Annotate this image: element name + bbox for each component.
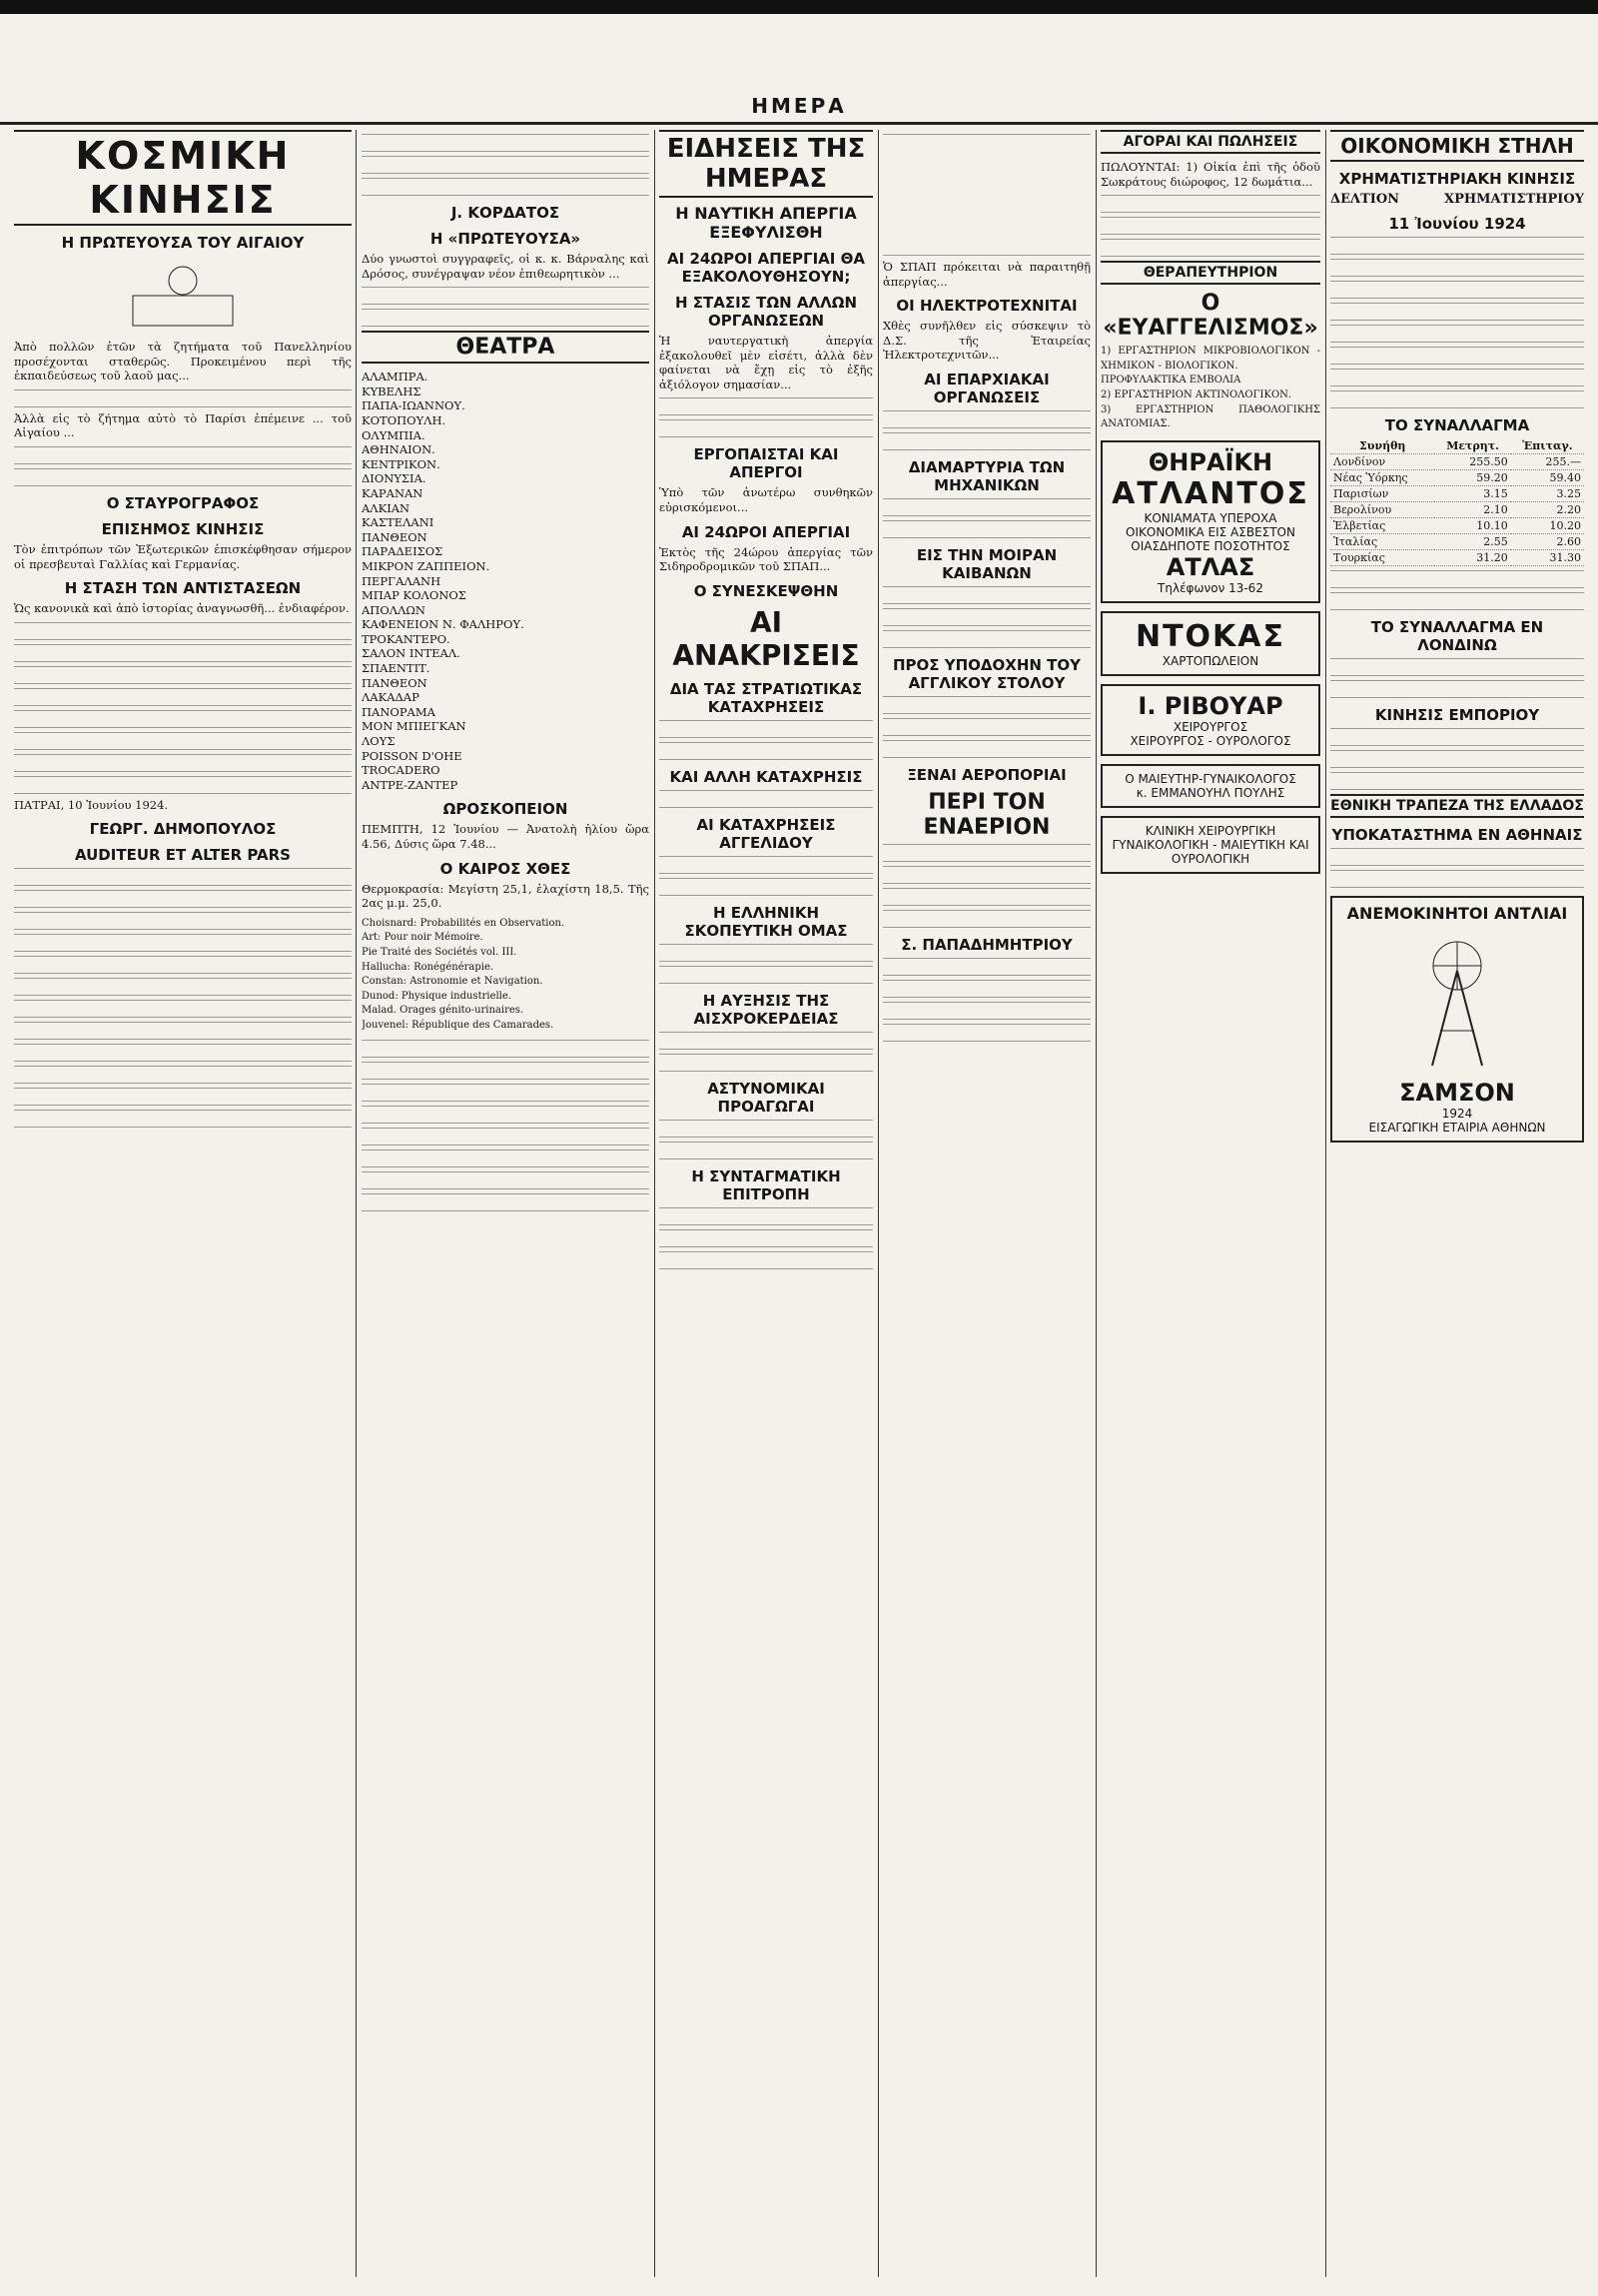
ad-title: ΣΑΜΣΟΝ xyxy=(1399,1079,1515,1107)
ad-text: κ. ΕΜΜΑΝΟΥΗΛ ΠΟΥΛΗΣ xyxy=(1136,785,1285,800)
theatre-item: ΚΑΦΕΝΕΙΟΝ Ν. ΦΑΛΗΡΟΥ. xyxy=(362,617,524,632)
article-heading: Η «ΠΡΩΤΕΥΟΥΣΑ» xyxy=(429,230,581,248)
table-header: Ἐπιταγ. xyxy=(1511,438,1584,454)
headline: ΑΙ ΑΝΑΚΡΙΣΕΙΣ xyxy=(672,605,860,672)
ad-year: 1924 xyxy=(1441,1107,1473,1121)
article-text: Θερμοκρασία: Μεγίστη 25,1, ἐλαχίστη 18,5. Τῆς 2ας μ.μ. 25,0. xyxy=(362,881,649,911)
signature: Σ. ΠΑΠΑΔΗΜΗΤΡΙΟΥ xyxy=(901,935,1073,954)
article-text: Ἡ ναυτεργατικὴ ἀπεργία ἐξακολουθεῖ μὲν εἰσέτι, ἀλλὰ δὲν φαίνεται νὰ ἔχῃ εἰς τὸ ἐξῆς ἀξιόλογον σημασίαν... xyxy=(659,334,873,391)
article-text: ΠΕΜΠΤΗ, 12 Ἰουνίου — Ἀνατολὴ ἡλίου ὥρα 4.56, Δύσις ὥρα 7.48... xyxy=(362,822,649,851)
advertisement-clinic xyxy=(1101,816,1320,874)
book-item: Dunod: Physique industrielle. xyxy=(362,990,511,1002)
column-divider xyxy=(1096,130,1097,2277)
advertisement-pumps xyxy=(1330,896,1584,1143)
section-title: ΟΙΚΟΝΟΜΙΚΗ ΣΤΗΛΗ xyxy=(1330,130,1584,162)
theatre-item: ΔΙΟΝΥΣΙΑ. xyxy=(362,471,426,486)
article-heading: Ο ΚΑΙΡΟΣ ΧΘΕΣ xyxy=(439,859,571,878)
book-item: Choisnard: Probabilités en Observation. xyxy=(362,917,565,929)
illustration-icon xyxy=(123,256,243,336)
table-row xyxy=(1330,534,1584,550)
cell-cheque: 2.60 xyxy=(1511,534,1584,550)
cell-city: Νέας Ὑόρκης xyxy=(1330,470,1434,486)
article-heading: ΩΡΟΣΚΟΠΕΙΟΝ xyxy=(442,800,568,819)
theatre-item: ΠΕΡΓΑΛΑΝΗ xyxy=(362,573,441,588)
article-text: Ὁ ΣΠΑΠ πρόκειται νὰ παραιτηθῇ ἀπεργίας... xyxy=(883,260,1091,289)
theatre-item: ΣΠΑΕΝΤΙΤ. xyxy=(362,661,430,676)
table-row xyxy=(1330,502,1584,518)
article-text: Ἀπὸ πολλῶν ἐτῶν τὰ ζητήματα τοῦ Πανελληνίου προσέχονται σταθερῶς. Προκειμένου περὶ τῆς ἐκπαιδεύσεως τοῦ λαοῦ μας... xyxy=(14,340,352,383)
signature: J. ΚΟΡΔΑΤΟΣ xyxy=(450,204,560,222)
ad-text: Ο ΜΑΙΕΥΤΗΡ-ΓΥΝΑΙΚΟΛΟΓΟΣ xyxy=(1125,771,1296,786)
article-heading: AUDITEUR ET ALTER PARS xyxy=(74,846,291,865)
article-text: Χθὲς συνῆλθεν εἰς σύσκεψιν τὸ Δ.Σ. τῆς Ἑταιρείας Ἠλεκτροτεχνιτῶν... xyxy=(883,319,1091,363)
article-heading: ΑΙ ΕΠΑΡΧΙΑΚΑΙ ΟΡΓΑΝΩΣΕΙΣ xyxy=(924,370,1050,406)
article-heading: ΚΙΝΗΣΙΣ ΕΜΠΟΡΙΟΥ xyxy=(1374,706,1540,724)
exchange-table xyxy=(1330,438,1584,566)
section-title: ΕΘΝΙΚΗ ΤΡΑΠΕΖΑ ΤΗΣ ΕΛΛΑΔΟΣ xyxy=(1330,794,1584,818)
ad-title: ΝΤΟΚΑΣ xyxy=(1135,618,1286,654)
ad-phone: Τηλέφωνον 13-62 xyxy=(1158,580,1263,595)
theatre-item: ΚΟΤΟΠΟΥΛΗ. xyxy=(362,412,446,427)
column-divider xyxy=(878,130,879,2277)
section-title: ΘΕΡΑΠΕΥΤΗΡΙΟΝ xyxy=(1101,261,1320,285)
theatre-item: ΠΑΠΑ-ΙΩΑΝΝΟΥ. xyxy=(362,398,465,413)
cell-cheque: 2.20 xyxy=(1511,502,1584,518)
ad-title: I. ΡΙΒΟΥΑΡ xyxy=(1138,691,1283,720)
date-line: ΠΑΤΡΑΙ, 10 Ἰουνίου 1924. xyxy=(14,797,169,812)
book-item: Pie Traité des Sociétés vol. III. xyxy=(362,946,517,958)
ad-text: ΟΙΚΟΝΟΜΙΚΑ ΕΙΣ ΑΣΒΕΣΤΟΝ xyxy=(1126,524,1295,539)
cell-cash: 2.10 xyxy=(1434,502,1510,518)
article-heading: ΑΙ 24ΩΡΟΙ ΑΠΕΡΓΙΑΙ xyxy=(681,522,851,541)
theatre-item: ΛΑΚΑΔΑΡ xyxy=(362,690,419,705)
theatre-item: ΠΑΝΘΕΟΝ xyxy=(362,675,427,690)
bulletin-left: ΔΕΛΤΙΟΝ xyxy=(1330,192,1400,207)
ad-title: ΑΤΛΑΝΤΟΣ xyxy=(1112,475,1309,511)
section-title: ΚΟΣΜΙΚΗ ΚΙΝΗΣΙΣ xyxy=(14,130,352,226)
theatre-item: POISSON D'OHE xyxy=(362,748,462,763)
article-text: Τὸν ἐπιτρόπων τῶν Ἐξωτερικῶν ἐπισκέφθησαν σήμερον οἱ πρεσβευταὶ Γαλλίας καὶ Γερμανίας. xyxy=(14,541,352,571)
advertisement-atlas xyxy=(1101,440,1320,603)
theatre-item: ΠΑΝΟΡΑΜΑ xyxy=(362,704,435,719)
book-item: Jouvenel: République des Camarades. xyxy=(362,1019,554,1031)
article-heading: ΞΕΝΑΙ ΑΕΡΟΠΟΡΙΑΙ xyxy=(907,765,1067,784)
advertisement-dokas xyxy=(1101,611,1320,676)
article-heading: Η ΣΥΝΤΑΓΜΑΤΙΚΗ ΕΠΙΤΡΟΠΗ xyxy=(691,1166,841,1203)
theatre-item: ΑΛΑΜΠΡΑ. xyxy=(362,370,428,384)
signature: Ο ΣΤΑΥΡΟΓΡΑΦΟΣ xyxy=(106,493,260,512)
headline: ΠΕΡΙ ΤΟΝ ΕΝΑΕΡΙΟΝ xyxy=(923,789,1051,840)
section-title: ΑΓΟΡΑΙ ΚΑΙ ΠΩΛΗΣΕΙΣ xyxy=(1101,130,1320,154)
signature: ΓΕΩΡΓ. ΔΗΜΟΠΟΥΛΟΣ xyxy=(89,820,277,839)
article-text: Ἀλλὰ εἰς τὸ ζήτημα αὐτὸ τὸ Παρίσι ἐπέμεινε ... τοῦ Αἰγαίου ... xyxy=(14,410,352,440)
service-item: 1) ΕΡΓΑΣΤΗΡΙΟΝ ΜΙΚΡΟΒΙΟΛΟΓΙΚΟΝ - ΧΗΜΙΚΟΝ - ΒΙΟΛΟΓΙΚΟΝ. xyxy=(1101,346,1320,372)
theatre-item: ΚΕΝΤΡΙΚΟΝ. xyxy=(362,456,440,471)
theatre-item: ΜΙΚΡΟΝ ΖΑΠΠΕΙΟΝ. xyxy=(362,558,490,573)
ad-text: ΟΙΑΣΔΗΠΟΤΕ ΠΟΣΟΤΗΤΟΣ xyxy=(1131,538,1290,553)
cell-cash: 255.50 xyxy=(1434,454,1510,470)
advertisement-rivouar xyxy=(1101,684,1320,756)
theatre-item: ΣΑΛΟΝ ΙΝΤΕΑΛ. xyxy=(362,646,460,661)
advertisement-poulis xyxy=(1101,764,1320,808)
book-item: Malad. Orages génito-urinaires. xyxy=(362,1005,524,1017)
theatre-item: ΠΑΝΘΕΟΝ xyxy=(362,529,427,544)
subheadline: ΑΙ 24ΩΡΟΙ ΑΠΕΡΓΙΑΙ ΘΑ ΕΞΑΚΟΛΟΥΘΗΣΟΥΝ; xyxy=(667,250,865,286)
bulletin-date: 11 Ἰουνίου 1924 xyxy=(1388,215,1526,233)
cell-cash: 3.15 xyxy=(1434,486,1510,502)
table-row xyxy=(1330,518,1584,534)
theatre-item: ΑΘΗΝΑΙΟΝ. xyxy=(362,442,435,457)
theatre-item: ΑΝΤΡΕ-ΖΑΝΤΕΡ xyxy=(362,777,458,792)
theatre-item: ΚΑΣΤΕΛΑΝΙ xyxy=(362,515,434,530)
table-row xyxy=(1330,470,1584,486)
service-list xyxy=(1101,345,1320,432)
article-heading: Η ΑΥΞΗΣΙΣ ΤΗΣ ΑΙΣΧΡΟΚΕΡΔΕΙΑΣ xyxy=(693,991,839,1028)
headline: Ο «ΕΥΑΓΓΕΛΙΣΜΟΣ» xyxy=(1103,291,1318,342)
table-row xyxy=(1330,550,1584,566)
column-2 xyxy=(362,130,649,1215)
table-title: ΤΟ ΣΥΝΑΛΛΑΓΜΑ xyxy=(1384,416,1530,434)
article-heading: ΕΠΙΣΗΜΟΣ ΚΙΝΗΣΙΣ xyxy=(101,519,265,538)
article-heading: ΑΙ ΚΑΤΑΧΡΗΣΕΙΣ ΑΓΓΕΛΙΔΟΥ xyxy=(696,815,836,852)
theatre-list xyxy=(362,370,649,792)
article-heading: Η ΕΛΛΗΝΙΚΗ ΣΚΟΠΕΥΤΙΚΗ ΟΜΑΣ xyxy=(684,903,848,940)
bulletin-header xyxy=(1330,192,1584,207)
cell-cheque: 3.25 xyxy=(1511,486,1584,502)
cell-city: Ἰταλίας xyxy=(1330,534,1434,550)
theatre-item: TROCADERO xyxy=(362,763,440,778)
column-divider xyxy=(654,130,655,2277)
cell-cash: 59.20 xyxy=(1434,470,1510,486)
service-item: 2) ΕΡΓΑΣΤΗΡΙΟΝ ΑΚΤΙΝΟΛΟΓΙΚΟΝ. xyxy=(1101,388,1292,400)
windmill-icon xyxy=(1412,931,1502,1071)
column-5 xyxy=(1101,130,1320,882)
article-heading: ΕΙΣ ΤΗΝ ΜΟΙΡΑΝ ΚΑΙΒΑΝΩΝ xyxy=(916,545,1058,582)
column-divider xyxy=(356,130,357,2277)
table-header: Συνήθη xyxy=(1330,438,1434,454)
subheadline: ΔΙΑ ΤΑΣ ΣΤΡΑΤΙΩΤΙΚΑΣ ΚΑΤΑΧΡΗΣΕΙΣ xyxy=(669,679,863,716)
article-text: Ἐκτὸς τῆς 24ώρου ἀπεργίας τῶν Σιδηροδρομικῶν τοῦ ΣΠΑΠ... xyxy=(659,544,873,574)
bulletin-right: ΧΡΗΜΑΤΙΣΤΗΡΙΟΥ xyxy=(1444,192,1584,207)
theatre-item: ΛΟΥΣ xyxy=(362,734,396,749)
theatre-item: ΜΠΑΡ ΚΟΛΟΝΟΣ xyxy=(362,588,466,603)
cell-city: Λονδίνον xyxy=(1330,454,1434,470)
ad-title: ΘΗΡΑΪΚΗ xyxy=(1148,447,1273,476)
ad-text: ΧΕΙΡΟΥΡΓΟΣ - ΟΥΡΟΛΟΓΟΣ xyxy=(1130,733,1291,748)
service-item: ΠΡΟΦΥΛΑΚΤΙΚΑ ΕΜΒΟΛΙΑ xyxy=(1101,375,1241,386)
ad-text: ΚΛΙΝΙΚΗ ΧΕΙΡΟΥΡΓΙΚΗ xyxy=(1145,823,1276,838)
book-item: Hallucha: Ronégénérapie. xyxy=(362,961,494,973)
cell-cash: 2.55 xyxy=(1434,534,1510,550)
cell-cheque: 10.20 xyxy=(1511,518,1584,534)
article-text: Δύο γνωστοὶ συγγραφεῖς, οἱ κ. κ. Βάρναλης καὶ Δρόσος, συνέγραψαν νέον ἐπιθεωρητικὸν ... xyxy=(362,252,649,281)
article-text: ΠΩΛΟΥΝΤΑΙ: 1) Οἰκία ἐπὶ τῆς ὁδοῦ Σωκράτους διώροφος, 12 δωμάτια... xyxy=(1101,160,1320,189)
article-heading: Ο ΣΥΝΕΣΚΕΨΘΗΝ xyxy=(693,581,839,600)
top-black-band xyxy=(0,0,1598,14)
cell-cheque: 255.— xyxy=(1511,454,1584,470)
column-divider xyxy=(1325,130,1326,2277)
theatre-item: ΑΠΟΛΛΩΝ xyxy=(362,602,425,617)
cell-cheque: 59.40 xyxy=(1511,470,1584,486)
article-heading: ΤΟ ΣΥΝΑΛΛΑΓΜΑ ΕΝ ΛΟΝΔΙΝΩ xyxy=(1370,618,1544,654)
theatre-item: ΟΛΥΜΠΙΑ. xyxy=(362,427,425,442)
article-heading: ΕΡΓΟΠΑΙΣΤΑΙ ΚΑΙ ΑΠΕΡΓΟΙ xyxy=(693,445,839,482)
section-title: ΘΕΑΤΡΑ xyxy=(362,331,649,364)
section-title: ΕΙΔΗΣΕΙΣ ΤΗΣ ΗΜΕΡΑΣ xyxy=(659,130,873,198)
table-header: Μετρητ. xyxy=(1434,438,1510,454)
ad-title: ΑΝΕΜΟΚΙΝΗΤΟΙ ΑΝΤΛΙΑΙ xyxy=(1346,904,1568,923)
cell-city: Τουρκίας xyxy=(1330,550,1434,566)
column-3 xyxy=(659,130,873,1273)
ad-text: ΓΥΝΑΙΚΟΛΟΓΙΚΗ - ΜΑΙΕΥΤΙΚΗ ΚΑΙ ΟΥΡΟΛΟΓΙΚΗ xyxy=(1112,837,1309,866)
masthead xyxy=(0,92,1598,125)
subheadline: ΧΡΗΜΑΤΙΣΤΗΡΙΑΚΗ ΚΙΝΗΣΙΣ xyxy=(1338,170,1576,188)
theatre-item: ΤΡΟΚΑΝΤΕΡΟ. xyxy=(362,631,450,646)
article-heading: ΑΣΤΥΝΟΜΙΚΑΙ ΠΡΟΑΓΩΓΑΙ xyxy=(707,1079,825,1116)
article-heading: Η ΣΤΑΣΗ ΤΩΝ ΑΝΤΙΣΤΑΣΕΩΝ xyxy=(64,579,302,598)
article-heading: ΚΑΙ ΑΛΛΗ ΚΑΤΑΧΡΗΣΙΣ xyxy=(669,767,863,786)
ad-text: ΚΟΝΙΑΜΑΤΑ ΥΠΕΡΟΧΑ xyxy=(1144,510,1277,525)
newspaper-name: ΗΜΕΡΑ xyxy=(751,94,847,118)
subheadline: ΥΠΟΚΑΤΑΣΤΗΜΑ ΕΝ ΑΘΗΝΑΙΣ xyxy=(1331,826,1583,844)
ad-text: ΧΑΡΤΟΠΩΛΕΙΟΝ xyxy=(1162,653,1259,668)
article-heading: ΔΙΑΜΑΡΤΥΡΙΑ ΤΩΝ ΜΗΧΑΝΙΚΩΝ xyxy=(908,457,1066,494)
theatre-item: ΑΛΚΙΑΝ xyxy=(362,500,410,515)
article-text: Ὡς κανονικὰ καὶ ἀπὸ ἱστορίας ἀναγνωσθῆ... ἐνδιαφέρον. xyxy=(14,601,350,616)
service-item: 3) ΕΡΓΑΣΤΗΡΙΟΝ ΠΑΘΟΛΟΓΙΚΗΣ ΑΝΑΤΟΜΙΑΣ. xyxy=(1101,403,1320,430)
article-text: Ὑπὸ τῶν ἀνωτέρω συνθηκῶν εὐρισκόμενοι... xyxy=(659,485,873,514)
ad-text: ΕΙΣΑΓΩΓΙΚΗ ΕΤΑΙΡΙΑ ΑΘΗΝΩΝ xyxy=(1368,1121,1546,1135)
subheadline: Η ΣΤΑΣΙΣ ΤΩΝ ΑΛΛΩΝ ΟΡΓΑΝΩΣΕΩΝ xyxy=(674,294,858,330)
column-4 xyxy=(883,130,1091,1046)
cell-city: Παρισίων xyxy=(1330,486,1434,502)
theatre-item: ΚΥΒΕΛΗΣ xyxy=(362,383,421,398)
article-heading: ΟΙ ΗΛΕΚΤΡΟΤΕΧΝΙΤΑΙ xyxy=(896,297,1078,316)
cell-cheque: 31.30 xyxy=(1511,550,1584,566)
theatre-item: ΜΟΝ ΜΠΙΕΓΚΑΝ xyxy=(362,719,466,734)
ad-text: ΧΕΙΡΟΥΡΓΟΣ xyxy=(1173,719,1248,734)
table-row xyxy=(1330,454,1584,470)
ad-title: ΑΤΛΑΣ xyxy=(1166,552,1255,581)
headline: Η ΝΑΥΤΙΚΗ ΑΠΕΡΓΙΑ ΕΞΕΦΥΛΙΣΘΗ xyxy=(675,204,857,242)
cell-city: Ἑλβετίας xyxy=(1330,518,1434,534)
book-item: Constan: Astronomie et Navigation. xyxy=(362,976,543,988)
column-1 xyxy=(14,130,352,1132)
cell-cash: 31.20 xyxy=(1434,550,1510,566)
article-heading: Η ΠΡΩΤΕΥΟΥΣΑ ΤΟΥ ΑΙΓΑΙΟΥ xyxy=(61,234,305,252)
cell-city: Βερολίνου xyxy=(1330,502,1434,518)
book-list xyxy=(362,917,649,1034)
book-item: Art: Pour noir Mémoire. xyxy=(362,932,483,944)
column-6 xyxy=(1330,130,1584,1150)
article-heading: ΠΡΟΣ ΥΠΟΔΟΧΗΝ ΤΟΥ ΑΓΓΛΙΚΟΥ ΣΤΟΛΟΥ xyxy=(892,655,1082,692)
cell-cash: 10.10 xyxy=(1434,518,1510,534)
theatre-item: ΠΑΡΑΔΕΙΣΟΣ xyxy=(362,544,443,559)
table-row xyxy=(1330,486,1584,502)
theatre-item: ΚΑΡΑΝΑΝ xyxy=(362,485,423,500)
